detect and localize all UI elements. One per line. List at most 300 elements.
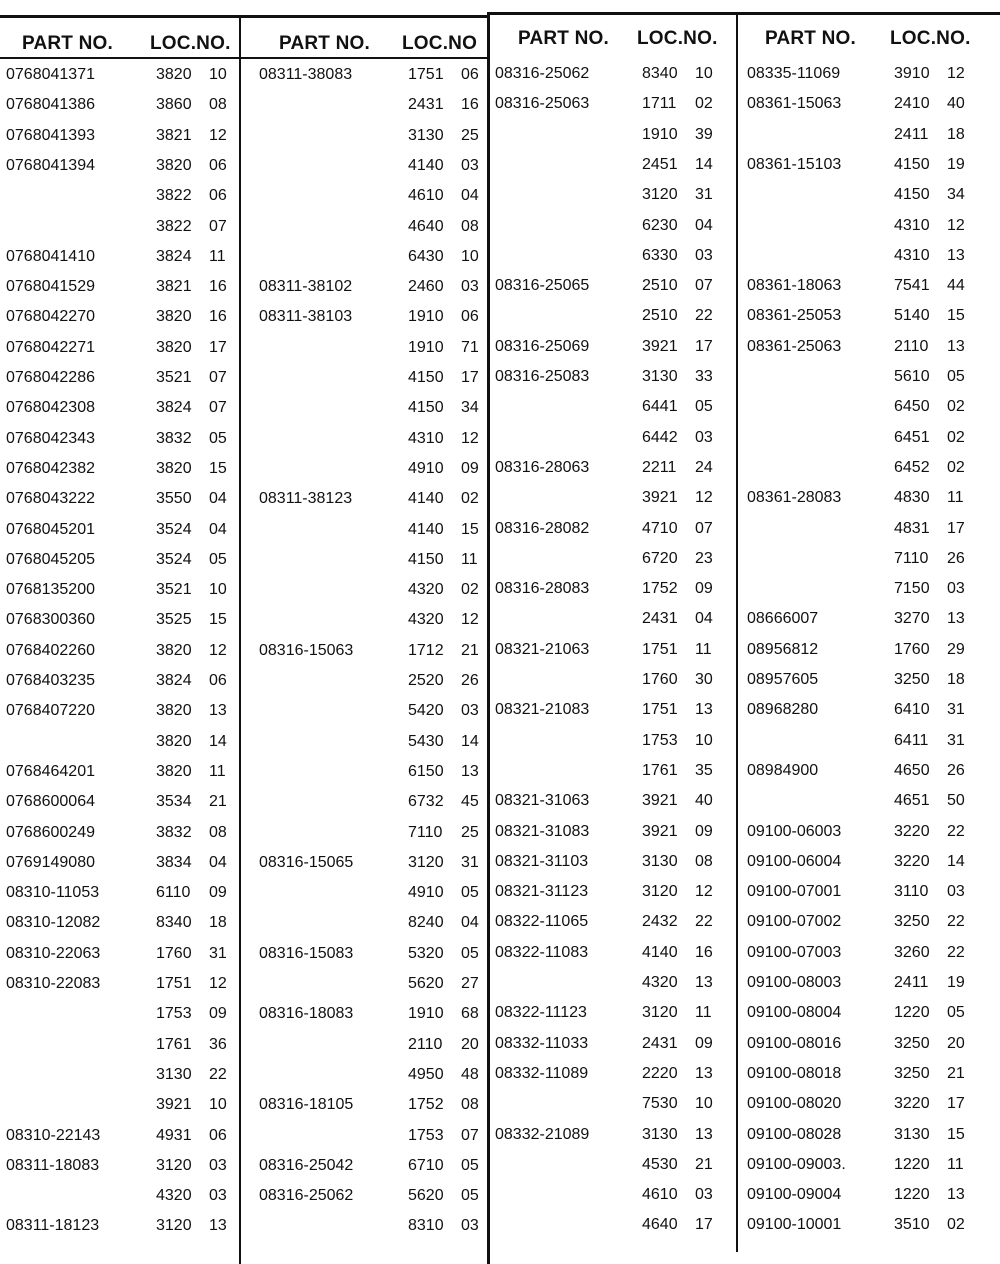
part-number: 09100-09003.	[747, 1155, 846, 1173]
table-row	[738, 580, 1000, 610]
location-number: 4150	[894, 186, 930, 204]
table-row	[738, 974, 1000, 1004]
location-sub-number: 12	[461, 429, 479, 447]
part-number: 0769149080	[6, 853, 95, 871]
location-number: 3130	[156, 1065, 192, 1083]
part-number: 08332-11089	[495, 1064, 589, 1082]
location-number: 3921	[642, 792, 678, 810]
part-number: 08316-25063	[495, 95, 590, 113]
location-number: 6230	[642, 216, 678, 234]
table-row	[738, 429, 1000, 459]
table-row	[738, 489, 1000, 519]
location-number: 4640	[642, 1216, 678, 1234]
location-number: 8340	[156, 914, 192, 932]
location-sub-number: 03	[461, 278, 479, 296]
table-row	[738, 368, 1000, 398]
location-sub-number: 22	[947, 822, 965, 840]
location-number: 5420	[408, 702, 444, 720]
table-row	[490, 95, 738, 125]
location-number: 6411	[894, 731, 929, 749]
table-row	[240, 884, 490, 914]
location-sub-number: 02	[947, 398, 965, 416]
table-row	[0, 96, 240, 126]
location-number: 3821	[156, 278, 192, 296]
table-row	[490, 186, 738, 216]
location-sub-number: 05	[947, 368, 965, 385]
location-sub-number: 40	[695, 792, 713, 810]
part-number: 08361-15103	[747, 155, 842, 173]
location-number: 3822	[156, 217, 192, 235]
table-row	[240, 460, 490, 490]
location-sub-number: 11	[947, 489, 964, 507]
location-number: 4150	[408, 399, 444, 417]
table-row	[490, 65, 738, 95]
location-sub-number: 45	[461, 793, 479, 811]
location-number: 2411	[894, 125, 929, 143]
table-row	[240, 369, 490, 399]
part-number: 0768042271	[6, 338, 95, 356]
part-number: 08316-18105	[259, 1096, 354, 1114]
location-sub-number: 14	[209, 732, 227, 750]
part-number: 08335-11069	[747, 65, 841, 82]
part-number: 08311-38083	[259, 66, 353, 83]
table-row	[490, 489, 738, 519]
part-number: 08311-18083	[6, 1156, 100, 1174]
location-sub-number: 02	[947, 1216, 965, 1234]
location-sub-number: 17	[695, 1216, 713, 1234]
part-number: 09100-08016	[747, 1034, 842, 1052]
location-number: 3860	[156, 96, 192, 114]
table-row	[0, 733, 240, 763]
table-row	[0, 854, 240, 884]
table-row	[738, 126, 1000, 156]
location-sub-number: 04	[209, 853, 227, 871]
part-no-header: PART NO.	[279, 33, 370, 54]
part-number: 0768041410	[6, 247, 95, 265]
location-sub-number: 10	[695, 1095, 713, 1113]
part-number: 0768041529	[6, 278, 95, 296]
location-sub-number: 07	[695, 519, 713, 537]
part-number: 0768041394	[6, 156, 95, 174]
location-number: 4150	[894, 155, 930, 173]
location-number: 3921	[156, 1096, 192, 1114]
table-row	[490, 944, 738, 974]
table-row	[738, 338, 1000, 368]
table-row	[738, 1035, 1000, 1065]
location-number: 6110	[156, 884, 191, 902]
table-row	[490, 429, 738, 459]
location-sub-number: 25	[461, 823, 479, 841]
table-row	[738, 65, 1000, 95]
part-number: 08310-11053	[6, 884, 100, 902]
table-row	[0, 945, 240, 975]
location-sub-number: 04	[695, 610, 713, 628]
location-sub-number: 30	[695, 671, 713, 688]
location-sub-number: 13	[947, 1186, 965, 1204]
location-number: 4320	[408, 581, 444, 599]
location-number: 6442	[642, 428, 678, 446]
table-row	[0, 248, 240, 278]
location-sub-number: 14	[695, 155, 713, 173]
part-number: 08316-28083	[495, 580, 590, 598]
location-number: 3820	[156, 156, 192, 174]
part-number: 09100-07002	[747, 913, 842, 931]
table-row	[240, 824, 490, 854]
table-row	[490, 913, 738, 943]
table-row	[240, 1005, 490, 1035]
part-number: 08316-15063	[259, 641, 354, 659]
table-row	[738, 944, 1000, 974]
table-row	[240, 66, 490, 96]
location-sub-number: 09	[695, 580, 713, 598]
part-number: 08361-15063	[747, 95, 842, 113]
location-sub-number: 04	[461, 187, 479, 205]
table-row	[0, 1005, 240, 1035]
location-number: 3120	[156, 1217, 192, 1235]
location-sub-number: 06	[461, 308, 479, 326]
location-number: 1761	[642, 761, 678, 779]
location-sub-number: 20	[947, 1034, 965, 1052]
table-row	[0, 1157, 240, 1187]
location-number: 3832	[156, 823, 192, 841]
table-row	[738, 520, 1000, 550]
location-sub-number: 12	[209, 126, 227, 144]
location-sub-number: 16	[695, 943, 713, 961]
location-sub-number: 06	[461, 66, 479, 83]
location-number: 3820	[156, 762, 192, 780]
part-number: 08361-18063	[747, 277, 842, 295]
table-row	[0, 278, 240, 308]
column-divider-1	[239, 18, 241, 1264]
location-sub-number: 26	[947, 761, 965, 779]
table-row	[240, 218, 490, 248]
part-number: 0768300360	[6, 611, 95, 629]
table-row	[240, 1127, 490, 1157]
location-sub-number: 13	[947, 610, 965, 628]
table-row	[490, 823, 738, 853]
location-number: 4150	[408, 369, 444, 386]
table-row	[240, 1217, 490, 1247]
location-sub-number: 15	[209, 611, 227, 629]
table-row	[0, 581, 240, 611]
location-number: 3130	[642, 852, 678, 870]
location-number: 4830	[894, 489, 930, 507]
table-row	[0, 157, 240, 187]
table-row	[738, 610, 1000, 640]
table-row	[490, 732, 738, 762]
part-number: 0768045205	[6, 550, 95, 568]
table-row	[240, 763, 490, 793]
location-sub-number: 15	[947, 1125, 965, 1143]
location-number: 3524	[156, 520, 192, 538]
location-number: 3824	[156, 399, 192, 417]
location-number: 3820	[156, 338, 192, 356]
table-row	[240, 127, 490, 157]
table-row	[240, 611, 490, 641]
table-row	[490, 701, 738, 731]
location-number: 4650	[894, 761, 930, 779]
table-row	[490, 156, 738, 186]
part-number: 0768403235	[6, 672, 95, 689]
location-number: 6450	[894, 398, 930, 416]
column-3	[490, 0, 738, 1264]
part-number: 08332-21089	[495, 1125, 590, 1143]
location-number: 3824	[156, 672, 192, 689]
table-row	[240, 702, 490, 732]
location-sub-number: 07	[209, 399, 227, 417]
location-sub-number: 08	[209, 823, 227, 841]
part-number: 08316-25062	[495, 65, 590, 82]
part-number: 08310-22083	[6, 975, 101, 992]
location-number: 4610	[408, 187, 444, 205]
location-sub-number: 16	[461, 96, 479, 114]
table-row	[490, 792, 738, 822]
part-number: 08321-21063	[495, 640, 590, 658]
part-number: 08310-12082	[6, 914, 101, 932]
location-number: 4831	[894, 519, 930, 537]
location-sub-number: 18	[947, 671, 965, 688]
location-number: 2110	[894, 337, 929, 355]
table-row	[490, 1216, 738, 1246]
location-sub-number: 13	[695, 974, 713, 991]
part-number: 0768407220	[6, 702, 95, 720]
table-row	[0, 611, 240, 641]
table-row	[738, 641, 1000, 671]
location-number: 3220	[894, 852, 930, 870]
table-row	[0, 975, 240, 1005]
table-row	[0, 339, 240, 369]
location-number: 3820	[156, 66, 192, 83]
location-number: 3120	[642, 1004, 678, 1022]
location-sub-number: 05	[209, 429, 227, 447]
location-sub-number: 31	[947, 701, 965, 719]
part-number: 08322-11123	[495, 1004, 587, 1022]
table-row	[0, 308, 240, 338]
column-2	[240, 0, 490, 1264]
location-number: 4610	[642, 1186, 678, 1204]
location-sub-number: 17	[209, 338, 227, 356]
table-row	[738, 1065, 1000, 1095]
table-row	[0, 218, 240, 248]
location-sub-number: 10	[461, 247, 479, 265]
location-number: 3510	[894, 1216, 930, 1234]
table-row	[0, 127, 240, 157]
table-row	[240, 854, 490, 884]
location-number: 1752	[642, 580, 678, 598]
part-no-header: PART NO.	[518, 28, 609, 49]
table-row	[240, 945, 490, 975]
location-number: 6441	[642, 398, 678, 416]
header-underline-left	[0, 57, 488, 59]
part-number: 08316-15083	[259, 944, 354, 962]
location-number: 7530	[642, 1095, 678, 1113]
table-row	[738, 883, 1000, 913]
location-sub-number: 13	[695, 1064, 713, 1082]
location-number: 3820	[156, 641, 192, 659]
location-sub-number: 34	[461, 399, 479, 417]
part-number: 08321-31123	[495, 883, 589, 901]
location-number: 1220	[894, 1155, 930, 1173]
table-row	[0, 490, 240, 520]
location-sub-number: 21	[209, 793, 227, 811]
table-row	[240, 187, 490, 217]
part-number: 08316-28082	[495, 519, 590, 537]
location-number: 4150	[408, 550, 444, 568]
location-number: 3921	[642, 337, 678, 355]
location-number: 3525	[156, 611, 192, 629]
location-sub-number: 09	[695, 1034, 713, 1052]
location-sub-number: 17	[695, 337, 713, 355]
table-row	[490, 247, 738, 277]
part-number: 08322-11065	[495, 913, 589, 931]
location-number: 7110	[894, 549, 929, 567]
table-row	[0, 399, 240, 429]
table-row	[738, 762, 1000, 792]
table-row	[738, 913, 1000, 943]
part-number: 0768600249	[6, 823, 95, 841]
table-row	[738, 277, 1000, 307]
location-sub-number: 04	[209, 520, 227, 538]
location-number: 4910	[408, 459, 444, 477]
part-number: 08310-22063	[6, 944, 101, 962]
location-number: 1751	[642, 701, 678, 719]
location-sub-number: 13	[695, 1125, 713, 1143]
location-number: 2431	[642, 610, 678, 628]
part-number: 0768041371	[6, 66, 95, 83]
location-number: 1910	[408, 308, 444, 326]
location-sub-number: 07	[209, 369, 227, 386]
location-sub-number: 13	[695, 701, 713, 719]
part-number: 08332-11033	[495, 1034, 589, 1052]
location-sub-number: 16	[209, 308, 227, 326]
part-number: 0768042270	[6, 308, 95, 326]
location-number: 1751	[156, 975, 192, 992]
table-row	[738, 823, 1000, 853]
location-sub-number: 26	[461, 672, 479, 689]
table-row	[738, 217, 1000, 247]
location-number: 1910	[642, 125, 678, 143]
table-row	[240, 581, 490, 611]
location-sub-number: 22	[947, 913, 965, 931]
table-row	[240, 339, 490, 369]
part-number: 08321-31083	[495, 822, 590, 840]
table-row	[240, 975, 490, 1005]
location-number: 3250	[894, 913, 930, 931]
location-number: 4910	[408, 884, 444, 902]
table-row	[240, 793, 490, 823]
table-row	[240, 1157, 490, 1187]
table-row	[490, 1156, 738, 1186]
location-sub-number: 15	[209, 459, 227, 477]
location-number: 6330	[642, 246, 678, 264]
location-sub-number: 10	[209, 1096, 227, 1114]
table-row	[490, 126, 738, 156]
part-number: 0768600064	[6, 793, 95, 811]
table-row	[490, 580, 738, 610]
table-row	[490, 974, 738, 1004]
header-rule-left	[0, 15, 488, 18]
location-number: 4651	[894, 792, 930, 810]
table-row	[0, 1127, 240, 1157]
location-number: 3534	[156, 793, 192, 811]
table-row	[490, 307, 738, 337]
part-number: 0768464201	[6, 762, 95, 780]
part-number: 0768042286	[6, 369, 95, 386]
table-row	[490, 641, 738, 671]
table-row	[0, 824, 240, 854]
location-number: 5430	[408, 732, 444, 750]
part-number: 08310-22143	[6, 1126, 101, 1144]
location-number: 2410	[894, 95, 930, 113]
table-row	[0, 884, 240, 914]
location-sub-number: 08	[461, 217, 479, 235]
location-number: 3130	[642, 1125, 678, 1143]
location-number: 3921	[642, 822, 678, 840]
part-number: 09100-10001	[747, 1216, 842, 1234]
part-number: 09100-07001	[747, 883, 842, 901]
location-sub-number: 16	[209, 278, 227, 296]
table-row	[738, 1095, 1000, 1125]
part-number: 08321-31103	[495, 852, 589, 870]
part-number: 08361-28083	[747, 489, 842, 507]
location-sub-number: 03	[695, 428, 713, 446]
location-number: 2411	[894, 974, 929, 991]
location-sub-number: 27	[461, 975, 479, 992]
table-row	[0, 460, 240, 490]
location-number: 4140	[408, 490, 444, 508]
location-number: 3820	[156, 459, 192, 477]
location-sub-number: 10	[695, 65, 713, 82]
location-number: 2211	[642, 458, 677, 476]
location-number: 6410	[894, 701, 930, 719]
location-number: 2510	[642, 277, 678, 295]
location-number: 1753	[408, 1126, 444, 1144]
location-number: 7541	[894, 277, 930, 295]
part-number: 09100-08004	[747, 1004, 842, 1022]
table-row	[490, 520, 738, 550]
part-number: 08316-25062	[259, 1187, 354, 1205]
table-row	[490, 277, 738, 307]
location-number: 1751	[408, 66, 444, 83]
location-number: 3130	[894, 1125, 930, 1143]
location-sub-number: 14	[461, 732, 479, 750]
location-sub-number: 09	[209, 884, 227, 902]
location-sub-number: 21	[695, 1155, 713, 1173]
part-number: 08956812	[747, 640, 819, 658]
location-number: 3822	[156, 187, 192, 205]
table-row	[240, 399, 490, 429]
table-row	[0, 430, 240, 460]
location-number: 3820	[156, 732, 192, 750]
location-number: 2460	[408, 278, 444, 296]
location-number: 2520	[408, 672, 444, 689]
table-row	[490, 550, 738, 580]
location-sub-number: 11	[695, 640, 712, 658]
location-number: 3820	[156, 308, 192, 326]
location-number: 3821	[156, 126, 192, 144]
table-row	[0, 1096, 240, 1126]
location-number: 2431	[408, 96, 444, 114]
location-sub-number: 09	[461, 459, 479, 477]
table-row	[738, 701, 1000, 731]
location-number: 2451	[642, 155, 678, 173]
loc-no-header: LOC.NO.	[637, 28, 718, 49]
part-number: 08361-25053	[747, 307, 842, 325]
location-number: 3250	[894, 1034, 930, 1052]
table-row	[240, 1036, 490, 1066]
location-number: 3220	[894, 822, 930, 840]
table-row	[240, 672, 490, 702]
